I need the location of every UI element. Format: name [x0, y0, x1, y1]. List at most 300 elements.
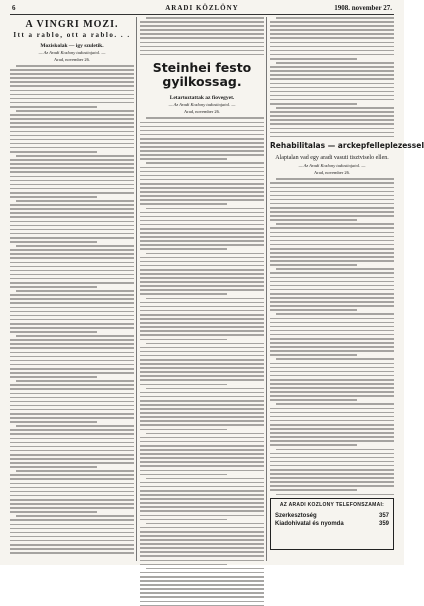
text-line-placeholder [270, 309, 357, 311]
text-line-placeholder [140, 527, 264, 529]
text-line-placeholder [140, 142, 264, 144]
phone-label: Kiadohivatal és nyomda [275, 521, 344, 527]
text-line-placeholder [140, 592, 264, 594]
text-line-placeholder [140, 347, 264, 349]
text-line-placeholder [146, 433, 264, 435]
text-line-placeholder [10, 483, 134, 485]
text-line-placeholder [140, 453, 264, 455]
text-line-placeholder [140, 167, 264, 169]
text-line-placeholder [10, 257, 134, 259]
text-line-placeholder [276, 494, 394, 496]
text-line-placeholder [270, 379, 394, 381]
text-line-placeholder [10, 372, 134, 374]
text-line-placeholder [10, 528, 134, 530]
text-line-placeholder [10, 356, 134, 358]
text-line-placeholder [10, 216, 134, 218]
text-line-placeholder [140, 429, 227, 431]
text-line-placeholder [10, 143, 134, 145]
text-line-placeholder [270, 387, 394, 389]
text-line-placeholder [140, 535, 264, 537]
text-line-placeholder [270, 293, 394, 295]
text-line-placeholder [276, 17, 394, 19]
text-line-placeholder [140, 122, 264, 124]
text-line-placeholder [140, 363, 264, 365]
article-body [270, 17, 394, 137]
text-line-placeholder [270, 99, 394, 101]
text-line-placeholder [10, 102, 134, 104]
text-line-placeholder [10, 262, 134, 264]
text-line-placeholder [10, 90, 134, 92]
text-line-placeholder [270, 367, 394, 369]
text-line-placeholder [10, 331, 97, 333]
text-line-placeholder [140, 175, 264, 177]
column-rule [266, 17, 267, 561]
text-line-placeholder [270, 428, 394, 430]
text-line-placeholder [140, 510, 264, 512]
text-line-placeholder [270, 305, 394, 307]
text-line-placeholder [270, 115, 394, 117]
text-line-placeholder [140, 482, 264, 484]
text-line-placeholder [140, 437, 264, 439]
text-line-placeholder [140, 601, 264, 603]
text-line-placeholder [140, 502, 264, 504]
text-line-placeholder [270, 318, 394, 320]
text-line-placeholder [10, 253, 134, 255]
text-line-placeholder [140, 420, 264, 422]
text-line-placeholder [146, 117, 264, 119]
text-line-placeholder [16, 335, 134, 337]
text-line-placeholder [146, 298, 264, 300]
text-line-placeholder [270, 326, 394, 328]
text-line-placeholder [270, 322, 394, 324]
text-line-placeholder [140, 355, 264, 357]
text-line-placeholder [140, 449, 264, 451]
text-line-placeholder [10, 347, 134, 349]
text-line-placeholder [10, 270, 134, 272]
text-line-placeholder [16, 290, 134, 292]
text-line-placeholder [16, 515, 134, 517]
text-line-placeholder [276, 178, 394, 180]
text-line-placeholder [270, 272, 394, 274]
text-line-placeholder [10, 208, 134, 210]
text-line-placeholder [270, 485, 394, 487]
text-line-placeholder [270, 66, 394, 68]
text-line-placeholder [140, 37, 264, 39]
text-line-placeholder [140, 33, 264, 35]
text-line-placeholder [140, 555, 264, 557]
text-line-placeholder [140, 596, 264, 598]
text-line-placeholder [140, 130, 264, 132]
text-line-placeholder [140, 138, 264, 140]
article-byline: — Az Aradi Kozlony tudositojatol. — [298, 163, 366, 169]
text-line-placeholder [270, 346, 394, 348]
text-line-placeholder [140, 236, 264, 238]
text-line-placeholder [146, 208, 264, 210]
text-line-placeholder [10, 491, 134, 493]
text-line-placeholder [276, 107, 394, 109]
text-line-placeholder [140, 314, 264, 316]
text-line-placeholder [10, 176, 134, 178]
masthead [10, 3, 394, 15]
text-line-placeholder [140, 404, 264, 406]
text-line-placeholder [270, 412, 394, 414]
text-line-placeholder [140, 339, 227, 341]
text-line-placeholder [270, 191, 394, 193]
text-line-placeholder [146, 17, 264, 19]
text-line-placeholder [10, 135, 134, 137]
text-line-placeholder [10, 294, 134, 296]
text-line-placeholder [16, 110, 134, 112]
text-line-placeholder [270, 342, 394, 344]
text-line-placeholder [10, 548, 134, 550]
text-line-placeholder [10, 323, 134, 325]
text-line-placeholder [140, 490, 264, 492]
text-line-placeholder [140, 261, 264, 263]
text-line-placeholder [276, 268, 394, 270]
text-line-placeholder [270, 232, 394, 234]
text-line-placeholder [270, 123, 394, 125]
text-line-placeholder [10, 524, 134, 526]
text-line-placeholder [270, 187, 394, 189]
text-line-placeholder [140, 375, 264, 377]
text-line-placeholder [270, 473, 394, 475]
text-line-placeholder [16, 425, 134, 427]
text-line-placeholder [140, 359, 264, 361]
text-line-placeholder [140, 494, 264, 496]
text-line-placeholder [270, 338, 394, 340]
text-line-placeholder [140, 392, 264, 394]
text-line-placeholder [10, 544, 134, 546]
text-line-placeholder [140, 220, 264, 222]
text-line-placeholder [140, 400, 264, 402]
column-1 [10, 17, 134, 561]
text-line-placeholder [10, 147, 134, 149]
text-line-placeholder [10, 462, 134, 464]
text-line-placeholder [270, 461, 394, 463]
text-line-placeholder [140, 265, 264, 267]
text-line-placeholder [270, 399, 357, 401]
text-line-placeholder [270, 457, 394, 459]
text-line-placeholder [146, 253, 264, 255]
article-body [140, 117, 264, 606]
text-line-placeholder [10, 413, 134, 415]
text-line-placeholder [10, 429, 134, 431]
text-line-placeholder [10, 327, 134, 329]
text-line-placeholder [10, 495, 134, 497]
text-line-placeholder [10, 446, 134, 448]
text-line-placeholder [146, 343, 264, 345]
text-line-placeholder [140, 257, 264, 259]
text-line-placeholder [140, 470, 264, 472]
text-line-placeholder [140, 232, 264, 234]
text-line-placeholder [10, 126, 134, 128]
text-line-placeholder [10, 249, 134, 251]
text-line-placeholder [270, 227, 394, 229]
text-line-placeholder [140, 486, 264, 488]
text-line-placeholder [270, 236, 394, 238]
text-line-placeholder [270, 440, 394, 442]
text-line-placeholder [270, 74, 394, 76]
text-line-placeholder [270, 260, 394, 262]
text-line-placeholder [10, 266, 134, 268]
text-line-placeholder [140, 498, 264, 500]
text-line-placeholder [270, 477, 394, 479]
text-line-placeholder [16, 65, 134, 67]
text-line-placeholder [270, 489, 357, 491]
text-line-placeholder [270, 25, 394, 27]
article-byline: — Az Aradi Kozlony tudositojatol. — [38, 50, 106, 55]
text-line-placeholder [276, 62, 394, 64]
text-line-placeholder [270, 248, 394, 250]
article-headline: Rehabilitalas — arckepfelleplezesseI [270, 141, 424, 151]
text-line-placeholder [10, 131, 134, 133]
text-line-placeholder [270, 42, 394, 44]
text-line-placeholder [10, 274, 134, 276]
text-line-placeholder [270, 375, 394, 377]
text-line-placeholder [10, 229, 134, 231]
text-line-placeholder [10, 298, 134, 300]
text-line-placeholder [140, 416, 264, 418]
text-line-placeholder [10, 302, 134, 304]
text-line-placeholder [10, 315, 134, 317]
article-dateline: Arad, november 26. [184, 109, 220, 115]
text-line-placeholder [16, 155, 134, 157]
text-line-placeholder [270, 465, 394, 467]
text-line-placeholder [10, 118, 134, 120]
text-line-placeholder [270, 211, 394, 213]
text-line-placeholder [10, 184, 134, 186]
text-line-placeholder [140, 50, 264, 52]
text-line-placeholder [140, 351, 264, 353]
text-line-placeholder [10, 98, 134, 100]
text-line-placeholder [10, 94, 134, 96]
text-line-placeholder [270, 182, 394, 184]
text-line-placeholder [10, 499, 134, 501]
text-line-placeholder [16, 245, 134, 247]
text-line-placeholder [270, 453, 394, 455]
article-subhead: Moziskolak — igy szuletik. [40, 43, 104, 49]
text-line-placeholder [146, 162, 264, 164]
text-line-placeholder [140, 240, 264, 242]
text-line-placeholder [270, 277, 394, 279]
article-body [270, 178, 394, 503]
article-headline: A VINGRI MOZI. [25, 19, 119, 30]
text-line-placeholder [140, 277, 264, 279]
text-line-placeholder [140, 146, 264, 148]
text-line-placeholder [270, 264, 357, 266]
text-line-placeholder [146, 568, 264, 570]
text-line-placeholder [140, 269, 264, 271]
text-line-placeholder [140, 273, 264, 275]
phone-number: 359 [378, 521, 389, 527]
text-line-placeholder [270, 436, 394, 438]
text-line-placeholder [140, 560, 264, 562]
text-line-placeholder [270, 136, 394, 138]
text-line-placeholder [146, 478, 264, 480]
text-line-placeholder [10, 532, 134, 534]
text-line-placeholder [140, 248, 227, 250]
text-line-placeholder [270, 240, 394, 242]
text-line-placeholder [16, 380, 134, 382]
text-line-placeholder [140, 285, 264, 287]
text-line-placeholder [140, 29, 264, 31]
text-line-placeholder [10, 397, 134, 399]
text-line-placeholder [270, 119, 394, 121]
text-line-placeholder [270, 363, 394, 365]
text-line-placeholder [140, 150, 264, 152]
phone-row [275, 521, 389, 527]
text-line-placeholder [140, 588, 264, 590]
column-2 [140, 17, 264, 561]
text-line-placeholder [270, 244, 394, 246]
text-line-placeholder [270, 29, 394, 31]
text-line-placeholder [10, 188, 134, 190]
text-line-placeholder [270, 33, 394, 35]
text-line-placeholder [270, 301, 394, 303]
text-line-placeholder [10, 163, 134, 165]
text-line-placeholder [276, 358, 394, 360]
text-line-placeholder [10, 503, 134, 505]
text-line-placeholder [140, 584, 264, 586]
text-line-placeholder [10, 73, 134, 75]
text-line-placeholder [140, 134, 264, 136]
text-line-placeholder [10, 487, 134, 489]
text-line-placeholder [140, 547, 264, 549]
column-3 [270, 17, 424, 561]
text-line-placeholder [140, 302, 264, 304]
text-line-placeholder [10, 307, 134, 309]
text-line-placeholder [10, 409, 134, 411]
text-line-placeholder [270, 256, 394, 258]
text-line-placeholder [270, 281, 394, 283]
text-line-placeholder [276, 223, 394, 225]
text-line-placeholder [140, 42, 264, 44]
text-line-placeholder [270, 37, 394, 39]
text-line-placeholder [140, 154, 264, 156]
text-line-placeholder [140, 412, 264, 414]
text-line-placeholder [10, 343, 134, 345]
text-line-placeholder [140, 441, 264, 443]
text-line-placeholder [140, 384, 227, 386]
text-line-placeholder [140, 224, 264, 226]
text-line-placeholder [140, 474, 227, 476]
text-line-placeholder [140, 506, 264, 508]
text-line-placeholder [10, 388, 134, 390]
text-line-placeholder [140, 179, 264, 181]
text-line-placeholder [270, 95, 394, 97]
text-line-placeholder [10, 81, 134, 83]
text-line-placeholder [140, 543, 264, 545]
page-number: 6 [12, 4, 16, 12]
text-line-placeholder [10, 151, 97, 153]
text-line-placeholder [270, 481, 394, 483]
text-line-placeholder [140, 306, 264, 308]
text-line-placeholder [276, 403, 394, 405]
phone-label: Szerkesztoség [275, 513, 317, 519]
text-line-placeholder [140, 334, 264, 336]
text-line-placeholder [270, 444, 357, 446]
text-line-placeholder [10, 171, 134, 173]
text-line-placeholder [10, 552, 134, 554]
text-line-placeholder [270, 195, 394, 197]
text-line-placeholder [10, 421, 97, 423]
text-line-placeholder [10, 241, 97, 243]
text-line-placeholder [140, 216, 264, 218]
text-line-placeholder [276, 313, 394, 315]
article-body [10, 65, 134, 554]
text-line-placeholder [10, 433, 134, 435]
text-line-placeholder [140, 21, 264, 23]
text-line-placeholder [10, 450, 134, 452]
text-line-placeholder [140, 244, 264, 246]
telephone-numbers-box [270, 498, 394, 550]
text-line-placeholder [270, 54, 394, 56]
text-line-placeholder [10, 204, 134, 206]
text-line-placeholder [140, 580, 264, 582]
text-line-placeholder [10, 77, 134, 79]
text-line-placeholder [270, 58, 357, 60]
text-line-placeholder [140, 465, 264, 467]
text-line-placeholder [140, 457, 264, 459]
text-line-placeholder [10, 139, 134, 141]
text-line-placeholder [140, 379, 264, 381]
text-line-placeholder [270, 219, 357, 221]
text-line-placeholder [270, 330, 394, 332]
text-line-placeholder [146, 523, 264, 525]
text-line-placeholder [140, 228, 264, 230]
text-line-placeholder [270, 199, 394, 201]
article-headline: Steinhei festo gyilkossag. [152, 60, 252, 90]
text-line-placeholder [16, 200, 134, 202]
text-line-placeholder [10, 282, 134, 284]
text-line-placeholder [140, 281, 264, 283]
text-line-placeholder [270, 132, 394, 134]
text-line-placeholder [140, 126, 264, 128]
text-line-placeholder [140, 203, 227, 205]
text-line-placeholder [140, 171, 264, 173]
text-line-placeholder [140, 54, 264, 56]
text-line-placeholder [270, 416, 394, 418]
text-line-placeholder [270, 383, 394, 385]
text-line-placeholder [10, 225, 134, 227]
text-line-placeholder [140, 461, 264, 463]
text-line-placeholder [10, 212, 134, 214]
issue-date: 1908. november 27. [334, 4, 392, 12]
text-line-placeholder [140, 289, 264, 291]
text-line-placeholder [10, 442, 134, 444]
text-line-placeholder [270, 371, 394, 373]
text-line-placeholder [10, 114, 134, 116]
text-line-placeholder [10, 221, 134, 223]
text-line-placeholder [270, 289, 394, 291]
text-line-placeholder [270, 128, 394, 130]
text-line-placeholder [140, 396, 264, 398]
text-line-placeholder [140, 326, 264, 328]
text-line-placeholder [10, 286, 97, 288]
text-line-placeholder [270, 91, 394, 93]
text-line-placeholder [10, 368, 134, 370]
text-line-placeholder [270, 87, 394, 89]
text-line-placeholder [10, 466, 97, 468]
text-line-placeholder [270, 70, 394, 72]
text-line-placeholder [140, 367, 264, 369]
text-line-placeholder [270, 252, 394, 254]
text-line-placeholder [140, 519, 227, 521]
text-line-placeholder [270, 334, 394, 336]
text-line-placeholder [140, 293, 227, 295]
text-line-placeholder [140, 158, 227, 160]
text-line-placeholder [276, 449, 394, 451]
